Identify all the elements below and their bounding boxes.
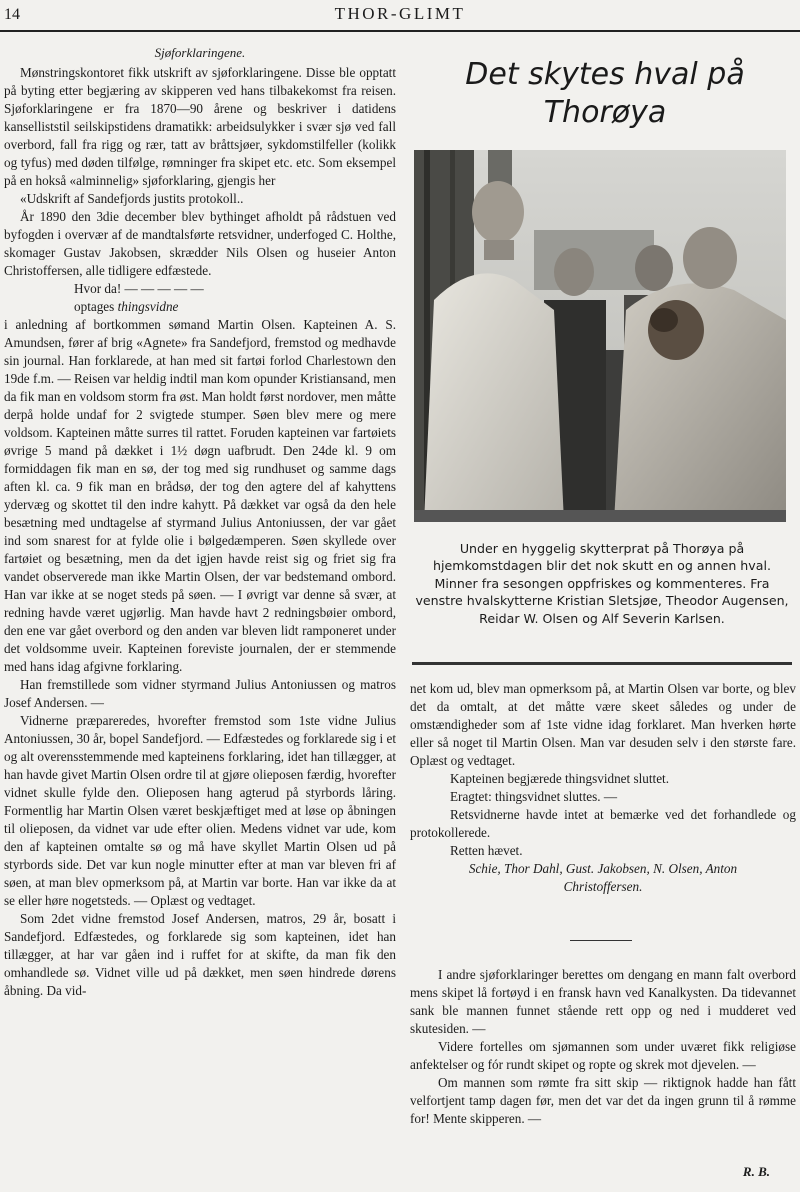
signatures-line: Christoffersen. xyxy=(563,879,643,894)
paragraph: År 1890 den 3die december blev bythinget afholdt på rådstuen ved byfogden i overvær af de mandtalsførte retsvidner, underfoged C. Holthe, skomager Gustav Jakobsen, skrædder Nils Olsen og huseier Anton Christoffersen, alle tidligere edfæstede. xyxy=(4,209,396,278)
running-title: THOR-GLIMT xyxy=(334,4,466,23)
paragraph: Videre fortelles om sjømannen som under uværet fikk religiøse anfektelser og fór rundt skipet og ropte og skrek mot djevelen. — xyxy=(410,1039,796,1072)
signatures-line: Schie, Thor Dahl, Gust. Jakobsen, N. Olsen, Anton xyxy=(468,861,738,876)
photograph xyxy=(414,150,786,522)
right-column xyxy=(410,680,796,896)
page-number: 14 xyxy=(4,6,20,23)
article-title-line: Thorøya xyxy=(543,95,667,130)
italic-term: thingsvidne xyxy=(117,299,179,314)
section-heading: Sjøforklaringene. xyxy=(154,45,246,60)
page-header xyxy=(0,0,800,36)
paragraph: Retsvidnerne havde intet at bemærke ved det forhandlede og protokollerede. xyxy=(410,807,796,840)
paragraph: Eragtet: thingsvidnet sluttes. — xyxy=(450,789,618,804)
paragraph: Retten hævet. xyxy=(450,843,523,858)
paragraph: Mønstringskontoret fikk utskrift av sjøforklaringene. Disse ble opptatt på byting etter begjæring av skipperen ved hans tilbakekomst fra reisen. Sjøforklaringene er fra 1870—90 årene og beskriver i datidens kanselliststil seilskipstidens dramatikk: arbeidsulykker i svær sjø ved fall overbord, fall fra rigg og rær, tatt av bråttsjøer, sykdomstilfeller (kolikk og tyfus) med døden tilfølge, rømninger fra skipet etc. etc. Som eksempel på en hokså «alminnelig» sjøforklaring, gjengis her xyxy=(4,65,396,188)
paragraph: Om mannen som rømte fra sitt skip — riktignok hadde han fått velfortjent tamp dagen før, men det var det da ingen grunn til å rømme for! Mente skipperen. — xyxy=(410,1075,796,1126)
right-column-lower xyxy=(410,966,796,1128)
article-title-line: Det skytes hval på xyxy=(465,57,745,92)
photo-illustration xyxy=(414,150,786,522)
paragraph: Han fremstillede som vidner styrmand Julius Antoniussen og matros Josef Andersen. — xyxy=(4,677,396,710)
paragraph: net kom ud, blev man opmerksom på, at Martin Olsen var borte, og blev det da omtalt, at det måtte være skeet således og under de omstændigheder som af 1ste vidne idag forklaret. Man hverken hørte eller så noget til Martin Olsen. Man var desuden selv i den største fare. Oplæst og vedtaget. xyxy=(410,681,796,768)
paragraph: Hvor da! — — — — — xyxy=(74,281,204,296)
text-run: optages xyxy=(74,299,118,314)
article-title xyxy=(420,56,790,132)
paragraph: I andre sjøforklaringer berettes om dengang en mann falt overbord mens skipet lå fortøyd i en fransk havn ved Kanalkysten. Da tidevannet sank ble mannen funnet stående rett opp og ned i mudderet ved skutesiden. — xyxy=(410,967,796,1036)
short-divider xyxy=(570,940,632,941)
paragraph: i anledning af bortkommen sømand Martin Olsen. Kapteinen A. S. Amundsen, fører af brig «Agnete» fra Sandefjord, fremstod og medhavde sin journal. Han forklarede, at han med sit fartøi forlod Charlestown den 19de f.m. — Reisen var heldig indtil man kom opunder Kristiansand, men da fik man en voldsom storm fra øst. Man holdt først nordover, men måtte derpå holde undaf for 2 svigtede stumper. Søen blev mere og mere voldsom. Kapteinen måtte surres til rattet. Foruden kapteinen var fartøiets øvrige 5 mand på dækket i 1½ døgn uafbrudt. Den 24de kl. 9 om formiddagen fik man en sø, der tog med sig rundhuset og samme dags aften kl. ca. 9 fik man en brådsø, der tog den agtere del af kahyttens ydervæg og skottet til den indre kahytt. På dækket var også da den hele besætning med undtagelse af styrmand Julius Antoniussen, der var gået ind som snarest for at fylde olie i bølgedæmperen. Søen skyllede over fartøiet og besætning, men da det igjen havde reist sig og friet sig fra vandet observerede man ikke Martin Olsen, der var bedstemand ombord. Han var ikke at se noget steds på søen. — I øvrigt var denne så svær, at redning havde været ugjørlig. Man havde havt 2 redningsbøier ombord, den ene var gået overbord og den anden var bleven lidt ramponeret under det voldsomme uveir. Kapteinen foreviste journalen, der er stemmende med hans idag afgivne forklaring. xyxy=(4,317,396,674)
header-rule xyxy=(0,30,800,32)
paragraph: Vidnerne præpareredes, hvorefter fremstod som 1ste vidne Julius Antoniussen, 30 år, bopel Sandefjord. — Edfæstedes og forklarede sig i et og alt overensstemmende med kapteinens forklaring, idet han tillægger, at han havde givet Martin Olsen ordre til at gjøre olieposen færdig, hvorefter vidnet skulle fylde den. Olieposen hang agterud på styrbords låring. Formentlig har Martin Olsen været beskjæftiget med at løse op åbningen til olieposen, da vidnet var ude efter olien. Medens vidnet var ude, kom den af kapteinen omtalte sø og må have skyllet Martin Olsen ud på styrbords side. Det var kun nogle minutter efter at man var bleven fri af søen, at man blev opmerksom på, at Martin var borte. Han var ikke da at se eller høre nogetsteds. — Oplæst og vedtaget. xyxy=(4,713,396,908)
paragraph: Som 2det vidne fremstod Josef Andersen, matros, 29 år, bosatt i Sandefjord. Edfæstedes, og forklarede sig som kapteinen, idet han tillægger, at har var gåen ind i ruffet for at skifte, da man fik den omhandlede sø. Vidnet ville ud på dækket, men søen hindrede dørens åbning. Da vid- xyxy=(4,911,396,998)
photo-caption: Under en hyggelig skytterprat på Thorøya på hjemkomstdagen blir det nok skutt en og annen hval. Minner fra sesongen oppfriskes og kommenteres. Fra venstre hvalskytterne Kristian Sletsjøe, Theodor Augensen, Reidar W. Olsen og Alf Severin Karlsen. xyxy=(415,541,789,626)
author-initials: R. B. xyxy=(742,1164,770,1179)
section-divider xyxy=(412,662,792,665)
paragraph: «Udskrift af Sandefjords justits protokoll.. xyxy=(20,191,244,206)
signatures xyxy=(410,860,796,896)
paragraph xyxy=(4,298,396,316)
left-column xyxy=(4,44,396,1000)
paragraph: Kapteinen begjærede thingsvidnet sluttet. xyxy=(450,771,670,786)
